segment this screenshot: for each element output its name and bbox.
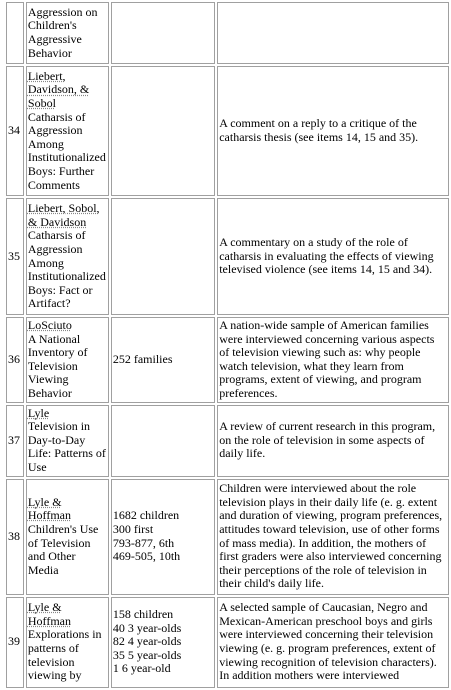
- title-line: Inventory of: [27, 345, 88, 360]
- subjects-cell: [111, 66, 215, 196]
- title-line: patterns of: [27, 641, 79, 656]
- description-line: watch television, what they learn from: [219, 358, 404, 373]
- description-line: A review of current research in this program,: [219, 419, 436, 434]
- item-number: 39: [6, 597, 24, 688]
- subjects-cell: [111, 2, 215, 64]
- table-row: [6, 2, 449, 64]
- description-line: programs, extent of viewing, and program: [219, 372, 422, 387]
- description-cell: [217, 2, 449, 64]
- table-row: [6, 597, 449, 688]
- description-line: of television viewing such as: why people: [219, 345, 421, 360]
- description-line: their child's daily life.: [219, 576, 325, 591]
- description-line: A selected sample of Caucasian, Negro and: [219, 600, 428, 615]
- subjects-line: 40 3 year-olds: [112, 620, 182, 635]
- subjects-line: 300 first: [112, 521, 154, 536]
- subjects-cell: [111, 597, 215, 688]
- subjects-line: 158 children: [112, 607, 174, 622]
- title-line: viewing by: [27, 668, 82, 683]
- author-line: Liebert,: [27, 68, 66, 83]
- title-line: Among: [27, 255, 64, 270]
- title-line: Use: [27, 459, 47, 474]
- subjects-line: 1682 children: [112, 508, 180, 523]
- description-cell: [217, 479, 449, 595]
- author-line: Lyle &: [27, 494, 62, 509]
- title-line: Children's: [27, 18, 77, 33]
- subjects-cell: [111, 317, 215, 403]
- title-line: Television in: [27, 419, 91, 434]
- author-line: Sobol: [27, 96, 56, 111]
- title-line: Viewing: [27, 372, 69, 387]
- item-number: 38: [6, 479, 24, 595]
- description-line: A nation-wide sample of American families: [219, 318, 429, 332]
- description-cell: [217, 317, 449, 403]
- author-title-cell: [26, 597, 109, 688]
- title-line: Life: Patterns of: [27, 446, 106, 461]
- subjects-line: 252 families: [112, 351, 173, 366]
- title-line: Comments: [27, 177, 80, 192]
- title-line: Children's Use: [27, 521, 99, 536]
- description-line: and duration of viewing, program preferences,: [219, 508, 443, 523]
- description-line: viewing (e. g. program preferences, extent of: [219, 641, 436, 656]
- description-line: Mexican-American preschool boys and girls: [219, 613, 433, 628]
- description-line: their perceptions of the role of television in: [219, 562, 427, 577]
- title-line: of Television: [27, 535, 91, 550]
- title-line: Explorations in: [27, 627, 102, 642]
- title-line: Among: [27, 136, 64, 151]
- description-line: were interviewed concerning various aspects: [219, 331, 435, 346]
- title-line: Behavior: [27, 45, 72, 60]
- item-number: [6, 2, 24, 64]
- description-cell: [217, 198, 449, 315]
- title-line: Aggression: [27, 123, 83, 138]
- title-line: Catharsis of: [27, 228, 86, 243]
- title-line: Catharsis of: [27, 109, 86, 124]
- title-line: television: [27, 654, 75, 669]
- table-row: [6, 317, 449, 403]
- title-line: Behavior: [27, 385, 72, 400]
- author-line: Liebert, Sobol,: [27, 201, 100, 216]
- title-line: and Other: [27, 549, 76, 564]
- author-title-cell: [26, 317, 109, 403]
- description-line: A comment on a reply to a critique of the: [219, 116, 417, 131]
- author-line: LoSciuto: [27, 318, 72, 332]
- table-row: [6, 479, 449, 595]
- bibliography-table: [4, 0, 451, 690]
- description-cell: [217, 405, 449, 477]
- item-number: 36: [6, 317, 24, 403]
- description-line: A commentary on a study of the role of: [219, 235, 408, 250]
- title-line: Day-to-Day: [27, 432, 86, 447]
- subjects-line: 793-877, 6th: [112, 535, 175, 550]
- title-line: Institutionalized: [27, 269, 106, 284]
- title-line: Artifact?: [27, 296, 71, 311]
- subjects-line: 82 4 year-olds: [112, 634, 182, 649]
- title-line: Aggression: [27, 241, 83, 256]
- table-body: [6, 2, 449, 688]
- title-line: Media: [27, 562, 59, 577]
- description-line: were interviewed concerning their television: [219, 627, 434, 642]
- author-title-cell: [26, 66, 109, 196]
- subjects-line: 469-505, 10th: [112, 549, 181, 564]
- subjects-line: 1 6 year-old: [112, 661, 171, 676]
- description-line: In addition mothers were interviewed: [219, 668, 400, 683]
- table-row: [6, 198, 449, 315]
- title-line: Institutionalized: [27, 150, 106, 165]
- description-line: attitudes toward television, use of other forms: [219, 521, 440, 536]
- author-line: Davidson, &: [27, 82, 90, 97]
- description-line: first graders were also interviewed concerning: [219, 549, 442, 564]
- author-title-cell: [26, 2, 109, 64]
- subjects-cell: [111, 198, 215, 315]
- subjects-cell: [111, 405, 215, 477]
- author-title-cell: [26, 405, 109, 477]
- description-line: catharsis thesis (see items 14, 15 and 35).: [219, 130, 419, 144]
- author-line: Hoffman: [27, 508, 71, 523]
- title-line: Aggressive: [27, 32, 82, 46]
- table-row: [6, 66, 449, 196]
- subjects-line: 35 5 year-olds: [112, 647, 182, 662]
- item-number: 37: [6, 405, 24, 477]
- description-line: preferences.: [219, 385, 278, 400]
- author-title-cell: [26, 198, 109, 315]
- table-row: [6, 405, 449, 477]
- description-line: daily life.: [219, 446, 266, 461]
- title-line: Boys: Fact or: [27, 282, 93, 297]
- description-line: television plays in their daily life (e. g. extent: [219, 494, 438, 509]
- item-number: 35: [6, 198, 24, 315]
- author-title-cell: [26, 479, 109, 595]
- title-line: Aggression on: [27, 4, 98, 19]
- subjects-cell: [111, 479, 215, 595]
- author-line: Lyle &: [27, 600, 62, 615]
- author-line: & Davidson: [27, 214, 87, 229]
- author-line: Lyle: [27, 405, 50, 420]
- description-line: viewing recognition of television characters).: [219, 654, 437, 669]
- item-number: 34: [6, 66, 24, 196]
- description-cell: [217, 597, 449, 688]
- author-line: Hoffman: [27, 613, 71, 628]
- description-line: of mass media). In addition, the mothers of: [219, 535, 427, 550]
- description-cell: [217, 66, 449, 196]
- title-line: Boys: Further: [27, 163, 95, 178]
- description-line: televised violence (see items 14, 15 and 34).: [219, 262, 433, 277]
- title-line: A National: [27, 331, 81, 346]
- description-line: catharsis in evaluating the effects of viewing: [219, 248, 434, 263]
- description-line: on the role of television in some aspects of: [219, 432, 425, 447]
- title-line: Television: [27, 358, 78, 373]
- description-line: Children were interviewed about the role: [219, 481, 417, 496]
